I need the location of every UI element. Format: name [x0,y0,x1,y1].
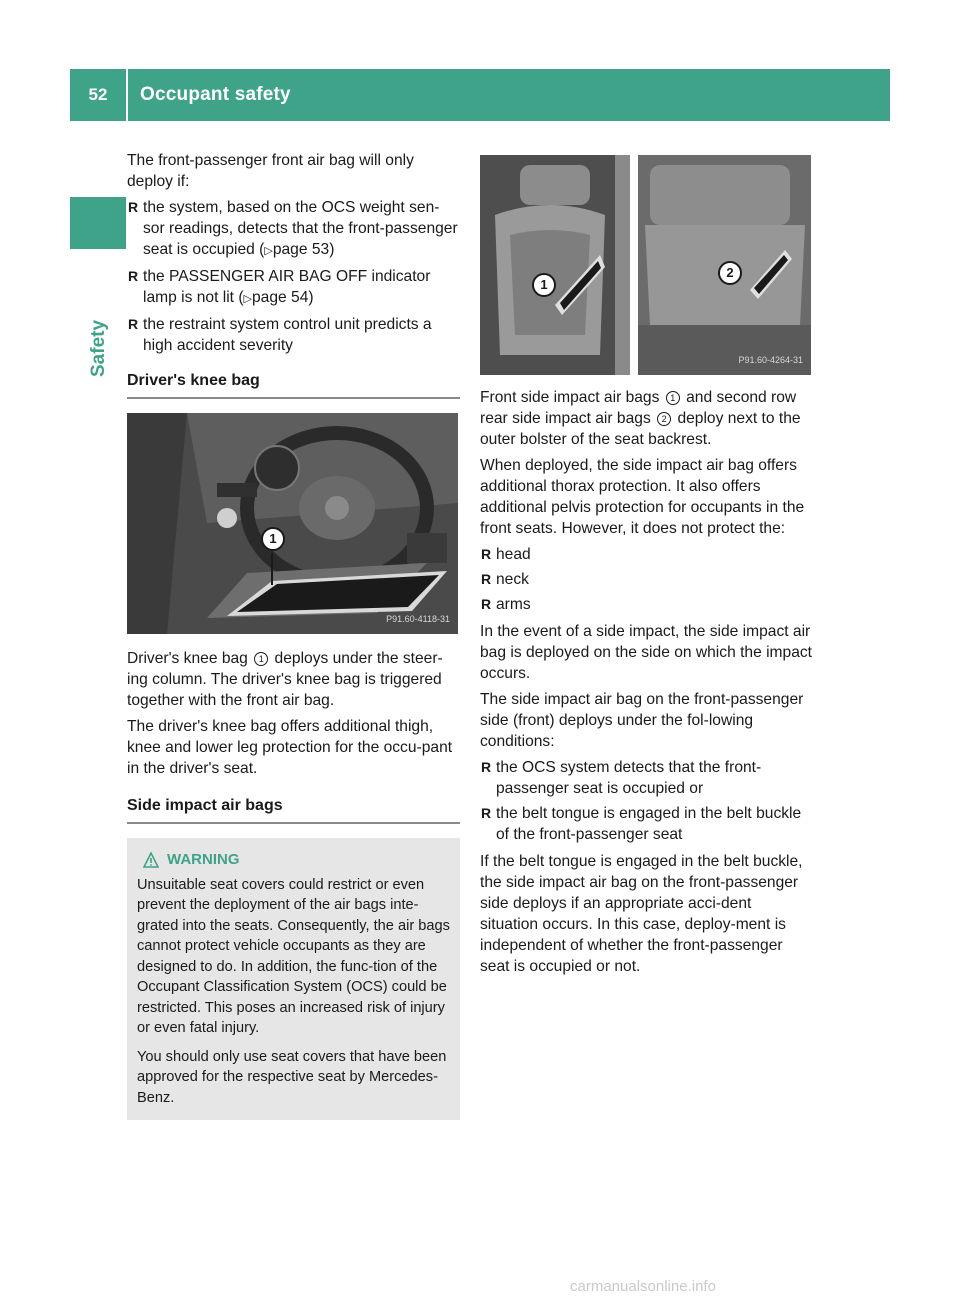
section-tab-label: Safety [88,319,109,377]
warning-triangle-icon [143,852,159,868]
side-airbag-figure [480,155,811,375]
list-item: R the restraint system control unit predicts a high accident severity [127,314,460,356]
not-protected-list [480,544,813,615]
page-ref-arrow-icon: ▷ [264,245,273,257]
left-column [127,150,460,1120]
list-item: R the belt tongue is engaged in the belt buckle of the front-passenger seat [480,803,813,845]
figure-code: P91.60-4264-31 [738,355,803,365]
front-conditions-list [480,757,813,845]
watermark: carmanualsonline.info [570,1278,716,1295]
page-53-link[interactable]: page 53) [272,241,335,258]
callout-1-ref: 1 [254,652,268,666]
right-column [480,150,813,982]
side-airbag-illustration [480,155,811,375]
list-item: R arms [480,594,813,615]
warning-para-2: You should only use seat covers that have been approved for the respective seat by Mercedes-Benz. [137,1048,447,1106]
warning-title: WARNING [167,851,240,868]
page-title: Occupant safety [140,84,291,105]
section-tab-marker [70,197,126,249]
callout-1-ref: 1 [666,391,680,405]
warning-box [127,838,460,1120]
side-impact-heading: Side impact air bags [127,795,460,824]
side-airbag-para-2: When deployed, the side impact air bag offers additional thorax protection. It also offers additional pelvis protection for occupants in the front seats. However, it does not protect the: [480,457,805,537]
header-divider [126,69,128,121]
knee-bag-figure [127,413,458,634]
callout-2: 2 [718,261,742,285]
side-airbag-para-1: Front side impact air bags 1 and second row rear side impact air bags 2 deploy next to the outer bolster of the seat backrest. [480,389,801,448]
page-number: 52 [88,85,108,104]
callout-1: 1 [532,273,556,297]
callout-2-ref: 2 [657,412,671,426]
list-item: R the PASSENGER AIR BAG OFF indicator lamp is not lit (▷page 54) [127,266,460,310]
knee-bag-heading: Driver's knee bag [127,370,460,399]
deploy-intro: The front-passenger front air bag will only deploy if: [127,152,414,190]
warning-para-1: Unsuitable seat covers could restrict or even prevent the deployment of the air bags inte-grated into the seats. Consequently, the air bags cannot protect vehicle occupants as they are designed to do. In addition, the func-tion of the Occupant Classification System (OCS) could be restricted. This poses an increased risk of injury or even fatal injury. [137,876,450,1036]
figure-code: P91.60-4118-31 [386,614,450,624]
side-airbag-para-4: The side impact air bag on the front-passenger side (front) deploys under the fol-lowing conditions: [480,691,804,750]
list-item: R the system, based on the OCS weight sen-sor readings, detects that the front-passenger seat is occupied (▷page 53) [127,197,460,262]
list-item: R the OCS system detects that the front-passenger seat is occupied or [480,757,813,799]
side-airbag-para-5: If the belt tongue is engaged in the belt buckle, the side impact air bag on the front-passenger side deploys if an appropriate acci-dent situation occurs. In this case, deploy-ment is independent of whether the front-passenger seat is occupied or not. [480,853,803,975]
page-54-link[interactable]: page 54) [252,289,314,306]
knee-bag-para-1: Driver's knee bag 1 deploys under the steer-ing column. The driver's knee bag is triggered together with the front air bag. [127,650,443,709]
warning-header [137,850,450,871]
list-item: R head [480,544,813,565]
knee-bag-para-2: The driver's knee bag offers additional thigh, knee and lower leg protection for the occu-pant in the driver's seat. [127,718,453,777]
list-item: R neck [480,569,813,590]
callout-1: 1 [261,527,285,551]
deploy-conditions-list [127,197,460,356]
side-airbag-para-3: In the event of a side impact, the side impact air bag is deployed on the side on which the impact occurs. [480,623,813,682]
knee-bag-illustration [127,413,458,634]
page-ref-arrow-icon: ▷ [243,293,252,305]
